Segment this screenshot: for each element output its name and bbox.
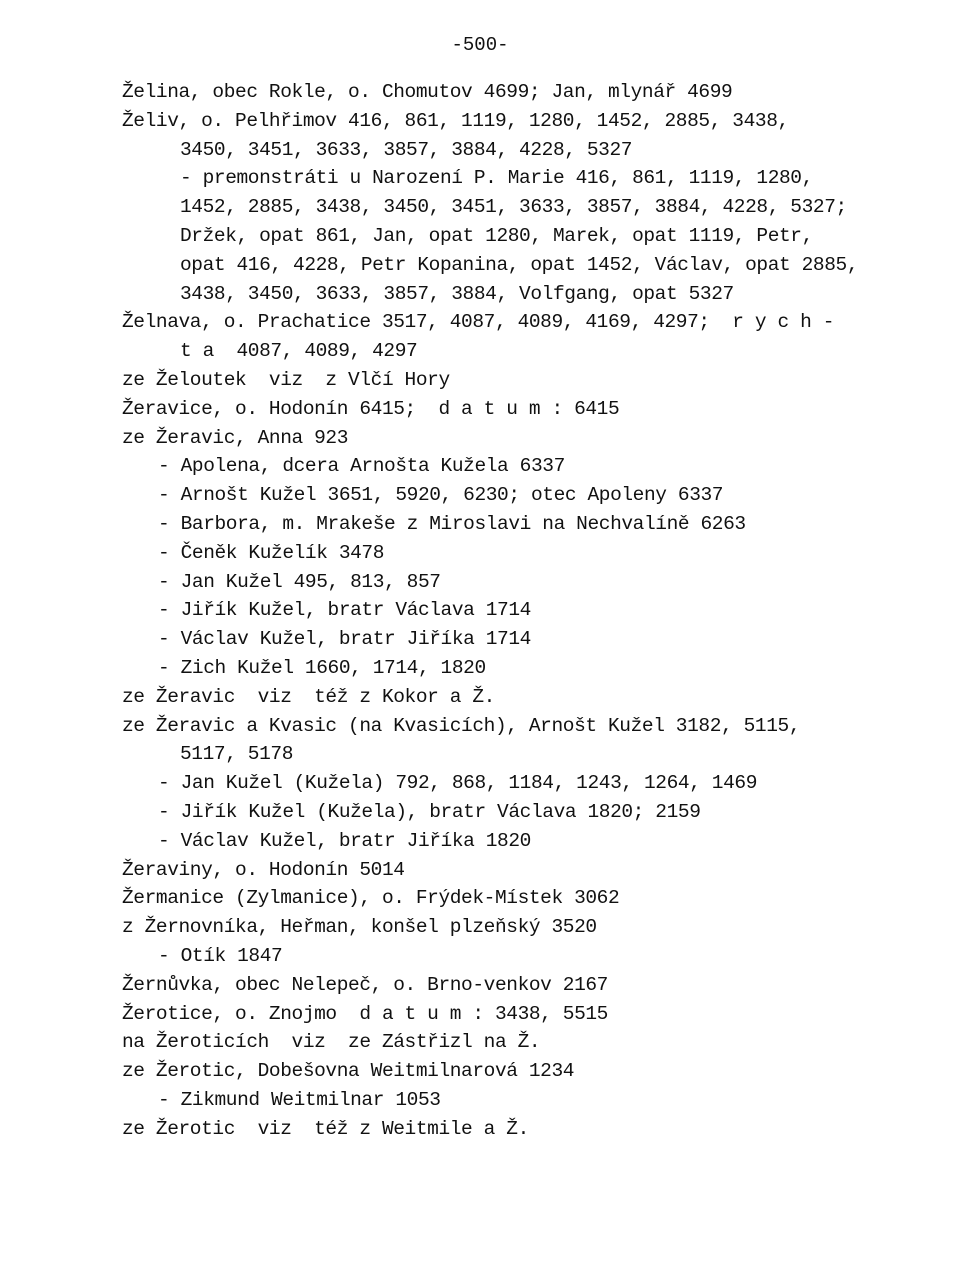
index-line: Žerotice, o. Znojmo d a t u m : 3438, 5515 xyxy=(122,1002,608,1025)
index-line: - Václav Kužel, bratr Jiříka 1714 xyxy=(158,628,531,651)
page-number: -500- xyxy=(451,34,509,56)
index-line: - Arnošt Kužel 3651, 5920, 6230; otec Apoleny 6337 xyxy=(158,484,724,507)
index-line: - Zich Kužel 1660, 1714, 1820 xyxy=(158,656,486,679)
index-line: - Apolena, dcera Arnošta Kužela 6337 xyxy=(158,455,565,478)
index-line: - Čeněk Kuželík 3478 xyxy=(158,541,385,564)
index-line: - Jiřík Kužel (Kužela), bratr Václava 1820; 2159 xyxy=(158,800,701,823)
index-line: Žeravice, o. Hodonín 6415; d a t u m : 6415 xyxy=(122,397,620,420)
index-line: - Jan Kužel (Kužela) 792, 868, 1184, 1243, 1264, 1469 xyxy=(158,772,758,795)
index-line: t a 4087, 4089, 4297 xyxy=(180,340,418,363)
index-line: ze Žeravic, Anna 923 xyxy=(122,426,349,449)
index-line: ze Žeravic viz též z Kokor a Ž. xyxy=(122,685,495,708)
index-line: ze Žerotic, Dobešovna Weitmilnarová 1234 xyxy=(122,1060,575,1083)
index-line: - Barbora, m. Mrakeše z Miroslavi na Nechvalíně 6263 xyxy=(158,512,746,535)
index-list xyxy=(122,78,912,1143)
index-line: - Zikmund Weitmilnar 1053 xyxy=(158,1088,441,1111)
index-line: - Václav Kužel, bratr Jiříka 1820 xyxy=(158,829,531,852)
index-line: 1452, 2885, 3438, 3450, 3451, 3633, 3857, 3884, 4228, 5327; xyxy=(180,196,847,219)
index-line: ze Žeravic a Kvasic (na Kvasicích), Arnošt Kužel 3182, 5115, xyxy=(122,714,801,737)
index-line: na Žeroticích viz ze Zástřizl na Ž. xyxy=(122,1031,541,1054)
index-line: - premonstráti u Narození P. Marie 416, 861, 1119, 1280, xyxy=(180,167,813,190)
index-line: Želiv, o. Pelhřimov 416, 861, 1119, 1280, 1452, 2885, 3438, xyxy=(122,109,789,132)
index-line: 3450, 3451, 3633, 3857, 3884, 4228, 5327 xyxy=(180,138,633,161)
index-line: Žernůvka, obec Nelepeč, o. Brno-venkov 2167 xyxy=(122,973,608,996)
index-line: opat 416, 4228, Petr Kopanina, opat 1452, Václav, opat 2885, xyxy=(180,253,859,276)
index-line: Želina, obec Rokle, o. Chomutov 4699; Jan, mlynář 4699 xyxy=(122,81,733,103)
index-line: ze Žerotic viz též z Weitmile a Ž. xyxy=(122,1117,529,1140)
index-line: Žeraviny, o. Hodonín 5014 xyxy=(122,858,405,881)
index-line: Žermanice (Zylmanice), o. Frýdek-Místek 3062 xyxy=(122,887,620,910)
index-line: Držek, opat 861, Jan, opat 1280, Marek, opat 1119, Petr, xyxy=(180,224,813,247)
index-line: ze Želoutek viz z Vlčí Hory xyxy=(122,368,450,391)
index-line: - Jiřík Kužel, bratr Václava 1714 xyxy=(158,599,531,622)
index-line: - Jan Kužel 495, 813, 857 xyxy=(158,570,441,593)
index-line: Želnava, o. Prachatice 3517, 4087, 4089, 4169, 4297; r y c h - xyxy=(122,311,835,334)
index-line: z Žernovníka, Heřman, konšel plzeňský 3520 xyxy=(122,916,597,939)
index-line: 5117, 5178 xyxy=(180,743,294,766)
index-line: 3438, 3450, 3633, 3857, 3884, Volfgang, opat 5327 xyxy=(180,282,734,305)
index-line: - Otík 1847 xyxy=(158,944,283,967)
